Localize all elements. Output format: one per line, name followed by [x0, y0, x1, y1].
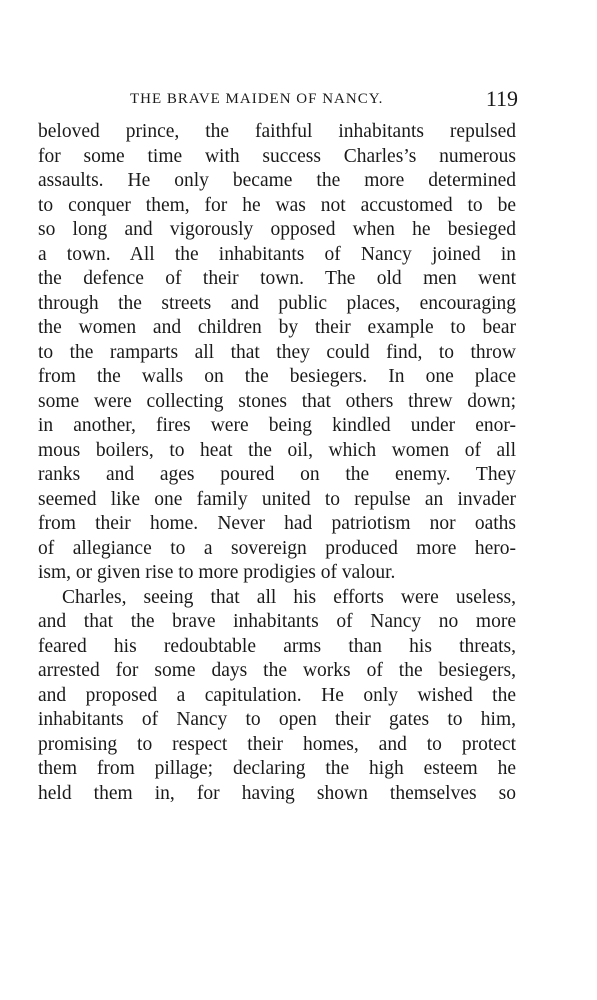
text-line: for some time with success Charles’s numerous	[38, 145, 516, 167]
text-line: so long and vigorously opposed when he besieged	[38, 219, 516, 240]
text-line: from their home. Never had patriotism nor oaths	[38, 513, 516, 534]
text-line: the defence of their town. The old men went	[38, 268, 516, 289]
body-text	[38, 120, 516, 806]
text-line: beloved prince, the faithful inhabitants repulsed	[38, 121, 516, 142]
text-line: promising to respect their homes, and to protect	[38, 733, 516, 755]
text-line: ism, or given rise to more prodigies of valour.	[38, 562, 396, 583]
text-line: to conquer them, for he was not accustomed to be	[38, 194, 516, 216]
text-line: from the walls on the besiegers. In one place	[38, 366, 516, 387]
page-number: 119	[485, 86, 518, 111]
text-line: of allegiance to a sovereign produced more hero-	[38, 537, 516, 559]
text-line: a town. All the inhabitants of Nancy joined in	[38, 243, 516, 265]
text-line: arrested for some days the works of the besiegers,	[38, 660, 516, 681]
text-line: held them in, for having shown themselves so	[38, 782, 516, 804]
paragraph-2	[38, 586, 516, 807]
text-line: inhabitants of Nancy to open their gates to him,	[38, 709, 516, 730]
text-line: seemed like one family united to repulse an invader	[38, 488, 516, 510]
paragraph-1	[38, 120, 516, 586]
text-line: through the streets and public places, encouraging	[38, 292, 516, 314]
text-line: in another, fires were being kindled under enor-	[38, 415, 516, 436]
text-line: to the ramparts all that they could find, to throw	[38, 341, 516, 363]
text-line: mous boilers, to heat the oil, which women of all	[38, 439, 516, 461]
text-line: and that the brave inhabitants of Nancy no more	[38, 611, 516, 632]
text-line: them from pillage; declaring the high esteem he	[38, 758, 516, 779]
running-head: THE BRAVE MAIDEN OF NANCY.	[130, 91, 384, 107]
text-line: and proposed a capitulation. He only wished the	[38, 684, 516, 706]
text-line: assaults. He only became the more determined	[38, 170, 516, 191]
text-line: feared his redoubtable arms than his threats,	[38, 635, 516, 657]
text-line: ranks and ages poured on the enemy. They	[38, 464, 516, 485]
page-header	[38, 86, 518, 116]
text-line: Charles, seeing that all his efforts were useless,	[62, 586, 516, 608]
text-line: some were collecting stones that others threw down;	[38, 390, 516, 412]
text-line: the women and children by their example to bear	[38, 317, 516, 338]
